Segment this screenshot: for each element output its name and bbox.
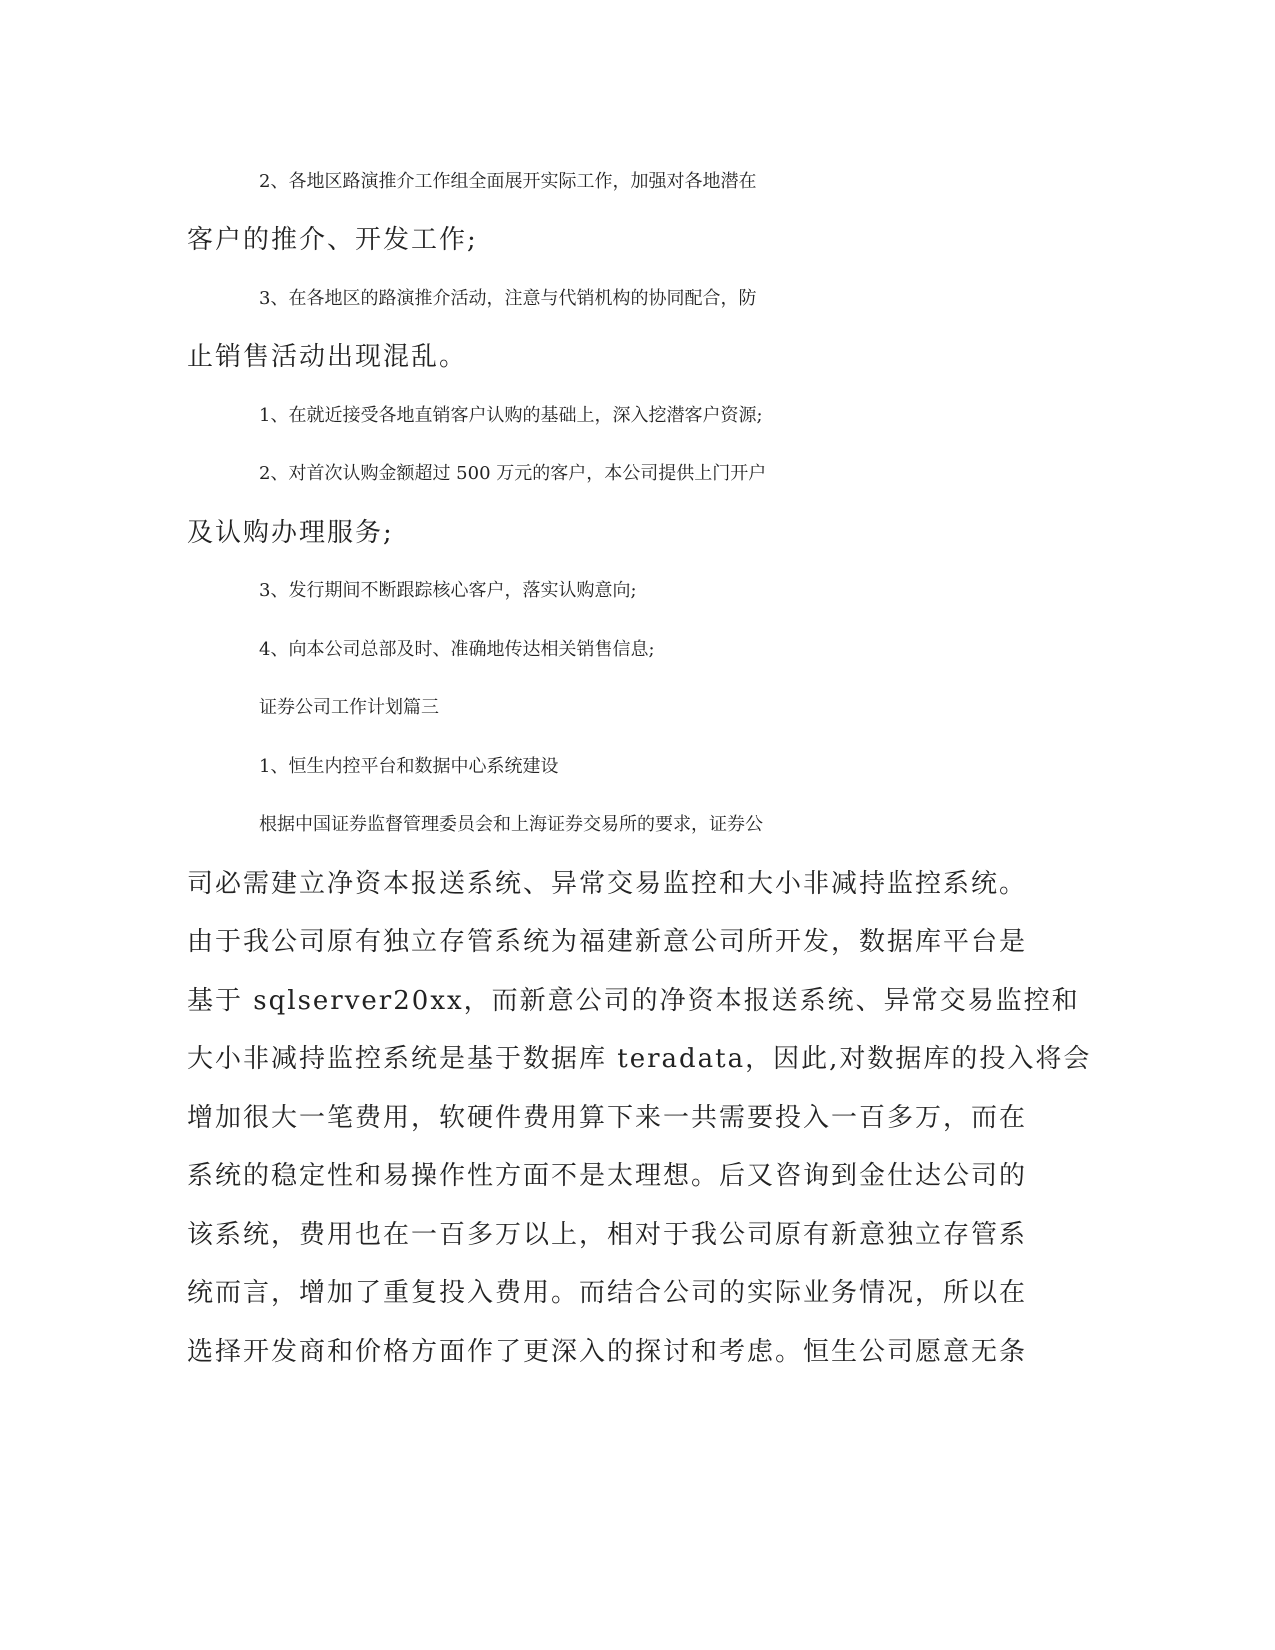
subsection-heading: 1、恒生内控平台和数据中心系统建设 — [259, 756, 559, 777]
paragraph-line: 选择开发商和价格方面作了更深入的探讨和考虑。恒生公司愿意无条 — [187, 1337, 1028, 1367]
paragraph-line: 司必需建立净资本报送系统、异常交易监控和大小非减持监控系统。 — [187, 869, 1028, 899]
paragraph-line: 大小非减持监控系统是基于数据库 teradata，因此,对数据库的投入将会 — [187, 1044, 1092, 1074]
paragraph-line: 3、发行期间不断跟踪核心客户，落实认购意向; — [259, 580, 637, 601]
paragraph-line: 系统的稳定性和易操作性方面不是太理想。后又咨询到金仕达公司的 — [187, 1161, 1028, 1191]
paragraph-line: 基于 sqlserver20xx，而新意公司的净资本报送系统、异常交易监控和 — [187, 986, 1080, 1016]
paragraph-line: 客户的推介、开发工作; — [187, 225, 478, 255]
paragraph-line: 3、在各地区的路演推介活动，注意与代销机构的协同配合，防 — [259, 288, 757, 309]
paragraph-line: 2、对首次认购金额超过 500 万元的客户，本公司提供上门开户 — [259, 463, 767, 484]
paragraph-line: 该系统，费用也在一百多万以上，相对于我公司原有新意独立存管系 — [187, 1220, 1028, 1250]
paragraph-line: 及认购办理服务; — [187, 518, 394, 548]
paragraph-line: 根据中国证券监督管理委员会和上海证券交易所的要求，证券公 — [259, 814, 763, 835]
paragraph-line: 由于我公司原有独立存管系统为福建新意公司所开发，数据库平台是 — [187, 927, 1028, 957]
paragraph-line: 2、各地区路演推介工作组全面展开实际工作，加强对各地潜在 — [259, 171, 757, 192]
paragraph-line: 统而言，增加了重复投入费用。而结合公司的实际业务情况，所以在 — [187, 1278, 1028, 1308]
section-heading: 证券公司工作计划篇三 — [259, 697, 439, 718]
paragraph-line: 1、在就近接受各地直销客户认购的基础上，深入挖潜客户资源; — [259, 405, 763, 426]
paragraph-line: 4、向本公司总部及时、准确地传达相关销售信息; — [259, 639, 655, 660]
paragraph-line: 增加很大一笔费用，软硬件费用算下来一共需要投入一百多万，而在 — [187, 1103, 1028, 1133]
paragraph-line: 止销售活动出现混乱。 — [187, 342, 468, 372]
